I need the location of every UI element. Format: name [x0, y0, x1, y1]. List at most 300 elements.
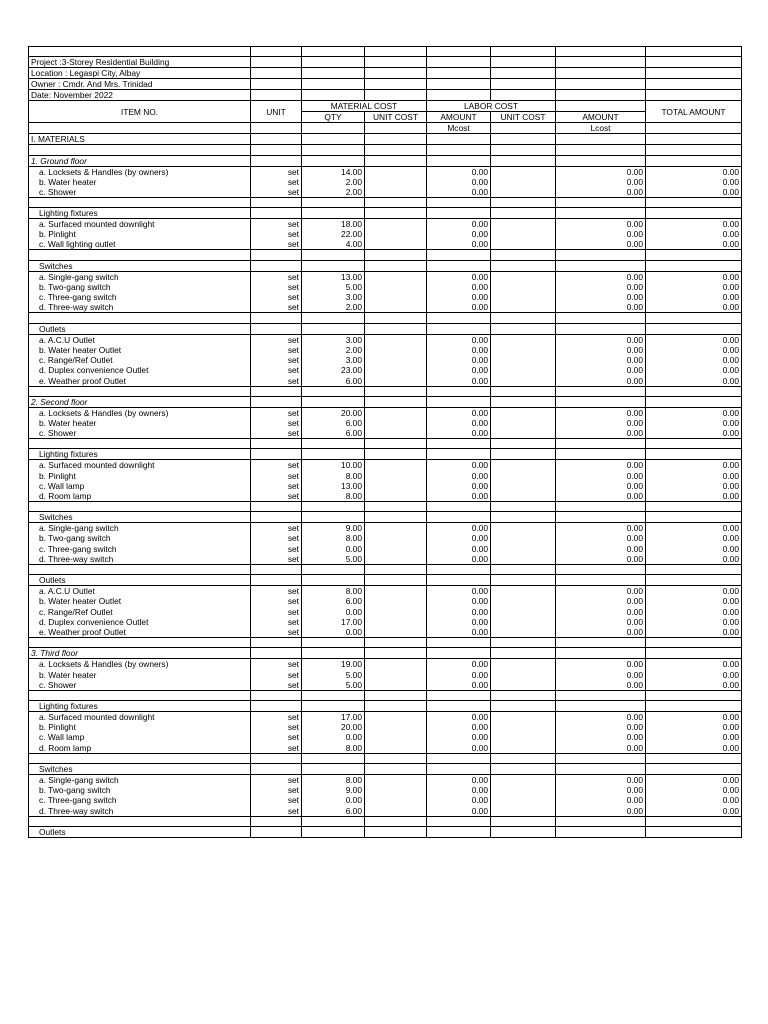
item-labor-amount: 0.00	[556, 627, 646, 638]
item-total-amount: 0.00	[646, 806, 742, 817]
table-row	[29, 334, 742, 345]
item-labor-unit-cost	[491, 774, 556, 785]
item-unit-cost	[365, 282, 427, 292]
item-labor-unit-cost	[491, 271, 556, 282]
item-labor-amount: 0.00	[556, 345, 646, 355]
item-material-amount: 0.00	[427, 355, 491, 365]
item-qty: 3.00	[302, 334, 365, 345]
item-qty: 0.00	[302, 795, 365, 805]
item-unit: set	[251, 355, 302, 365]
item-material-amount: 0.00	[427, 669, 491, 679]
item-material-amount: 0.00	[427, 219, 491, 230]
item-material-amount: 0.00	[427, 554, 491, 565]
blank-row	[29, 638, 742, 648]
item-total-amount: 0.00	[646, 523, 742, 534]
item-description: a. Locksets & Handles (by owners)	[29, 407, 251, 418]
item-labor-amount: 0.00	[556, 219, 646, 230]
item-material-amount: 0.00	[427, 418, 491, 428]
item-qty: 5.00	[302, 680, 365, 691]
item-description: e. Weather proof Outlet	[29, 627, 251, 638]
item-unit-cost	[365, 491, 427, 502]
item-labor-unit-cost	[491, 627, 556, 638]
item-material-amount: 0.00	[427, 659, 491, 670]
item-total-amount: 0.00	[646, 365, 742, 375]
table-row	[29, 680, 742, 691]
item-unit-cost	[365, 680, 427, 691]
item-qty: 18.00	[302, 219, 365, 230]
item-unit: set	[251, 732, 302, 742]
item-qty: 3.00	[302, 355, 365, 365]
item-unit: set	[251, 229, 302, 239]
item-description: b. Water heater	[29, 669, 251, 679]
item-unit-cost	[365, 743, 427, 754]
item-unit-cost	[365, 722, 427, 732]
item-description: a. Locksets & Handles (by owners)	[29, 166, 251, 177]
item-total-amount: 0.00	[646, 345, 742, 355]
item-description: b. Two-gang switch	[29, 785, 251, 795]
item-qty: 5.00	[302, 669, 365, 679]
item-unit-cost	[365, 219, 427, 230]
item-unit: set	[251, 365, 302, 375]
item-labor-amount: 0.00	[556, 334, 646, 345]
project-row	[29, 57, 742, 68]
table-row	[29, 554, 742, 565]
item-unit-cost	[365, 774, 427, 785]
item-unit: set	[251, 166, 302, 177]
mcost-label: Mcost	[427, 123, 491, 134]
item-total-amount: 0.00	[646, 627, 742, 638]
item-labor-amount: 0.00	[556, 491, 646, 502]
date-row	[29, 90, 742, 101]
item-description: d. Three-way switch	[29, 554, 251, 565]
item-qty: 0.00	[302, 544, 365, 554]
group-heading-row	[29, 575, 742, 586]
item-total-amount: 0.00	[646, 166, 742, 177]
table-row	[29, 732, 742, 742]
item-total-amount: 0.00	[646, 680, 742, 691]
blank-row	[29, 439, 742, 449]
item-unit: set	[251, 680, 302, 691]
blank-row	[29, 145, 742, 155]
item-total-amount: 0.00	[646, 481, 742, 491]
item-labor-amount: 0.00	[556, 586, 646, 597]
item-unit-cost	[365, 407, 427, 418]
item-labor-amount: 0.00	[556, 774, 646, 785]
owner-row	[29, 79, 742, 90]
item-material-amount: 0.00	[427, 239, 491, 250]
item-material-amount: 0.00	[427, 376, 491, 387]
item-description: a. Surfaced mounted downlight	[29, 712, 251, 723]
item-unit-cost	[365, 166, 427, 177]
table-row	[29, 617, 742, 627]
item-labor-amount: 0.00	[556, 418, 646, 428]
material-cost-header: MATERIAL COST	[302, 101, 427, 112]
owner-label: Owner : Cmdr. And Mrs. Trinidad	[29, 79, 251, 90]
item-labor-unit-cost	[491, 554, 556, 565]
table-row	[29, 292, 742, 302]
item-total-amount: 0.00	[646, 533, 742, 543]
amount-header: AMOUNT	[427, 112, 491, 123]
item-labor-amount: 0.00	[556, 712, 646, 723]
item-labor-amount: 0.00	[556, 669, 646, 679]
item-unit-cost	[365, 365, 427, 375]
table-row	[29, 418, 742, 428]
item-labor-amount: 0.00	[556, 470, 646, 480]
item-unit-cost	[365, 712, 427, 723]
item-unit-cost	[365, 617, 427, 627]
item-unit-cost	[365, 187, 427, 198]
table-row	[29, 596, 742, 606]
item-total-amount: 0.00	[646, 554, 742, 565]
table-row	[29, 365, 742, 375]
item-total-amount: 0.00	[646, 669, 742, 679]
lcost-label: Lcost	[556, 123, 646, 134]
item-labor-amount: 0.00	[556, 177, 646, 187]
item-unit: set	[251, 302, 302, 313]
item-total-amount: 0.00	[646, 617, 742, 627]
item-labor-unit-cost	[491, 187, 556, 198]
item-labor-unit-cost	[491, 219, 556, 230]
item-unit-cost	[365, 795, 427, 805]
item-unit-cost	[365, 345, 427, 355]
item-labor-amount: 0.00	[556, 722, 646, 732]
item-unit: set	[251, 177, 302, 187]
item-description: a. Single-gang switch	[29, 523, 251, 534]
item-unit: set	[251, 470, 302, 480]
unit-header: UNIT	[251, 101, 302, 123]
item-material-amount: 0.00	[427, 407, 491, 418]
table-row	[29, 523, 742, 534]
item-unit: set	[251, 376, 302, 387]
item-labor-amount: 0.00	[556, 795, 646, 805]
item-labor-unit-cost	[491, 680, 556, 691]
item-material-amount: 0.00	[427, 722, 491, 732]
item-labor-unit-cost	[491, 743, 556, 754]
table-row	[29, 607, 742, 617]
item-description: c. Range/Ref Outlet	[29, 355, 251, 365]
floor-heading-row	[29, 155, 742, 166]
qty-header: QTY	[302, 112, 365, 123]
item-unit: set	[251, 586, 302, 597]
item-description: e. Weather proof Outlet	[29, 376, 251, 387]
item-qty: 13.00	[302, 481, 365, 491]
item-labor-unit-cost	[491, 607, 556, 617]
item-unit-cost	[365, 669, 427, 679]
item-qty: 20.00	[302, 722, 365, 732]
table-row	[29, 239, 742, 250]
floor-heading: 1. Ground floor	[29, 155, 251, 166]
item-total-amount: 0.00	[646, 460, 742, 471]
item-qty: 2.00	[302, 177, 365, 187]
item-material-amount: 0.00	[427, 607, 491, 617]
item-total-amount: 0.00	[646, 785, 742, 795]
item-description: c. Wall lamp	[29, 481, 251, 491]
item-qty: 23.00	[302, 365, 365, 375]
item-labor-unit-cost	[491, 785, 556, 795]
item-total-amount: 0.00	[646, 418, 742, 428]
item-unit: set	[251, 722, 302, 732]
item-labor-unit-cost	[491, 544, 556, 554]
item-labor-amount: 0.00	[556, 533, 646, 543]
item-qty: 6.00	[302, 596, 365, 606]
item-total-amount: 0.00	[646, 491, 742, 502]
table-row	[29, 491, 742, 502]
item-material-amount: 0.00	[427, 523, 491, 534]
top-blank-row	[29, 47, 742, 57]
item-labor-amount: 0.00	[556, 407, 646, 418]
table-row	[29, 187, 742, 198]
blank-row	[29, 816, 742, 826]
item-material-amount: 0.00	[427, 743, 491, 754]
item-total-amount: 0.00	[646, 187, 742, 198]
item-qty: 0.00	[302, 607, 365, 617]
table-row	[29, 774, 742, 785]
item-description: b. Water heater	[29, 177, 251, 187]
item-material-amount: 0.00	[427, 533, 491, 543]
item-labor-unit-cost	[491, 428, 556, 439]
item-total-amount: 0.00	[646, 407, 742, 418]
item-unit: set	[251, 523, 302, 534]
item-unit-cost	[365, 239, 427, 250]
group-heading-row	[29, 826, 742, 837]
table-row	[29, 743, 742, 754]
item-unit-cost	[365, 523, 427, 534]
item-unit-cost	[365, 596, 427, 606]
group-heading-row	[29, 763, 742, 774]
item-labor-unit-cost	[491, 617, 556, 627]
item-labor-amount: 0.00	[556, 659, 646, 670]
table-row	[29, 470, 742, 480]
item-qty: 17.00	[302, 712, 365, 723]
location-label: Location : Legaspi City, Albay	[29, 68, 251, 79]
item-material-amount: 0.00	[427, 460, 491, 471]
item-qty: 0.00	[302, 627, 365, 638]
table-row	[29, 460, 742, 471]
item-total-amount: 0.00	[646, 334, 742, 345]
item-description: a. A.C.U Outlet	[29, 334, 251, 345]
date-label: Date: November 2022	[29, 90, 251, 101]
item-labor-amount: 0.00	[556, 365, 646, 375]
item-unit-cost	[365, 334, 427, 345]
item-labor-amount: 0.00	[556, 617, 646, 627]
group-heading-row	[29, 449, 742, 460]
unit-cost-header: UNIT COST	[365, 112, 427, 123]
item-labor-unit-cost	[491, 795, 556, 805]
table-row	[29, 627, 742, 638]
item-material-amount: 0.00	[427, 470, 491, 480]
item-total-amount: 0.00	[646, 470, 742, 480]
item-material-amount: 0.00	[427, 282, 491, 292]
item-description: d. Three-way switch	[29, 806, 251, 817]
item-labor-amount: 0.00	[556, 554, 646, 565]
item-unit: set	[251, 669, 302, 679]
blank-row	[29, 386, 742, 396]
item-material-amount: 0.00	[427, 795, 491, 805]
table-row	[29, 282, 742, 292]
item-qty: 8.00	[302, 743, 365, 754]
group-heading: Lighting fixtures	[29, 701, 251, 712]
blank-row	[29, 502, 742, 512]
item-unit: set	[251, 292, 302, 302]
item-total-amount: 0.00	[646, 722, 742, 732]
item-unit-cost	[365, 785, 427, 795]
item-material-amount: 0.00	[427, 334, 491, 345]
item-qty: 14.00	[302, 166, 365, 177]
table-row	[29, 795, 742, 805]
item-unit-cost	[365, 470, 427, 480]
floor-heading-row	[29, 396, 742, 407]
item-labor-unit-cost	[491, 533, 556, 543]
item-labor-unit-cost	[491, 523, 556, 534]
item-description: b. Water heater	[29, 418, 251, 428]
item-qty: 6.00	[302, 428, 365, 439]
table-row	[29, 302, 742, 313]
item-description: b. Pinlight	[29, 722, 251, 732]
item-unit: set	[251, 774, 302, 785]
item-unit-cost	[365, 460, 427, 471]
item-total-amount: 0.00	[646, 732, 742, 742]
blank-row	[29, 313, 742, 323]
floor-heading: 2. Second floor	[29, 396, 251, 407]
section-row	[29, 134, 742, 145]
item-material-amount: 0.00	[427, 365, 491, 375]
blank-row	[29, 250, 742, 260]
item-labor-unit-cost	[491, 491, 556, 502]
item-unit-cost	[365, 533, 427, 543]
item-total-amount: 0.00	[646, 376, 742, 387]
item-labor-unit-cost	[491, 177, 556, 187]
item-labor-amount: 0.00	[556, 732, 646, 742]
group-heading-row	[29, 323, 742, 334]
item-material-amount: 0.00	[427, 712, 491, 723]
item-material-amount: 0.00	[427, 271, 491, 282]
item-labor-amount: 0.00	[556, 523, 646, 534]
item-labor-unit-cost	[491, 460, 556, 471]
item-qty: 8.00	[302, 491, 365, 502]
labor-cost-header: LABOR COST	[427, 101, 556, 112]
item-material-amount: 0.00	[427, 292, 491, 302]
item-qty: 6.00	[302, 376, 365, 387]
item-labor-amount: 0.00	[556, 544, 646, 554]
group-heading: Lighting fixtures	[29, 208, 251, 219]
item-unit: set	[251, 334, 302, 345]
item-material-amount: 0.00	[427, 428, 491, 439]
item-unit: set	[251, 795, 302, 805]
floor-heading: 3. Third floor	[29, 648, 251, 659]
group-heading-row	[29, 512, 742, 523]
item-labor-unit-cost	[491, 596, 556, 606]
group-heading: Switches	[29, 260, 251, 271]
item-labor-unit-cost	[491, 586, 556, 597]
table-row	[29, 229, 742, 239]
table-row	[29, 481, 742, 491]
table-row	[29, 428, 742, 439]
item-description: a. Single-gang switch	[29, 271, 251, 282]
item-labor-unit-cost	[491, 355, 556, 365]
table-row	[29, 345, 742, 355]
item-material-amount: 0.00	[427, 229, 491, 239]
item-qty: 10.00	[302, 460, 365, 471]
item-total-amount: 0.00	[646, 302, 742, 313]
item-unit: set	[251, 345, 302, 355]
item-description: a. Single-gang switch	[29, 774, 251, 785]
item-labor-amount: 0.00	[556, 187, 646, 198]
item-unit: set	[251, 617, 302, 627]
item-total-amount: 0.00	[646, 586, 742, 597]
item-labor-amount: 0.00	[556, 292, 646, 302]
item-no-header: ITEM NO.	[29, 101, 251, 123]
item-labor-unit-cost	[491, 376, 556, 387]
item-unit-cost	[365, 732, 427, 742]
item-description: c. Three-gang switch	[29, 544, 251, 554]
item-total-amount: 0.00	[646, 428, 742, 439]
item-material-amount: 0.00	[427, 491, 491, 502]
item-material-amount: 0.00	[427, 785, 491, 795]
item-description: b. Two-gang switch	[29, 282, 251, 292]
item-qty: 8.00	[302, 774, 365, 785]
item-material-amount: 0.00	[427, 806, 491, 817]
item-material-amount: 0.00	[427, 617, 491, 627]
item-qty: 5.00	[302, 282, 365, 292]
item-unit: set	[251, 533, 302, 543]
item-unit: set	[251, 418, 302, 428]
item-unit: set	[251, 544, 302, 554]
item-labor-unit-cost	[491, 302, 556, 313]
table-row	[29, 355, 742, 365]
item-total-amount: 0.00	[646, 607, 742, 617]
item-total-amount: 0.00	[646, 544, 742, 554]
item-labor-unit-cost	[491, 806, 556, 817]
item-qty: 6.00	[302, 806, 365, 817]
item-unit-cost	[365, 355, 427, 365]
group-heading: Switches	[29, 763, 251, 774]
item-qty: 3.00	[302, 292, 365, 302]
item-total-amount: 0.00	[646, 219, 742, 230]
item-labor-unit-cost	[491, 659, 556, 670]
item-total-amount: 0.00	[646, 795, 742, 805]
item-labor-amount: 0.00	[556, 271, 646, 282]
item-material-amount: 0.00	[427, 302, 491, 313]
item-qty: 8.00	[302, 586, 365, 597]
item-total-amount: 0.00	[646, 271, 742, 282]
floor-heading-row	[29, 648, 742, 659]
item-total-amount: 0.00	[646, 292, 742, 302]
item-unit: set	[251, 491, 302, 502]
item-unit-cost	[365, 418, 427, 428]
item-unit: set	[251, 627, 302, 638]
item-qty: 4.00	[302, 239, 365, 250]
item-description: c. Shower	[29, 428, 251, 439]
item-qty: 13.00	[302, 271, 365, 282]
item-unit-cost	[365, 806, 427, 817]
table-row	[29, 659, 742, 670]
item-qty: 20.00	[302, 407, 365, 418]
table-row	[29, 722, 742, 732]
item-labor-unit-cost	[491, 334, 556, 345]
item-unit: set	[251, 659, 302, 670]
item-material-amount: 0.00	[427, 544, 491, 554]
item-qty: 22.00	[302, 229, 365, 239]
blank-row	[29, 197, 742, 207]
item-material-amount: 0.00	[427, 177, 491, 187]
item-total-amount: 0.00	[646, 596, 742, 606]
item-unit-cost	[365, 428, 427, 439]
project-label: Project :3-Storey Residential Building	[29, 57, 251, 68]
item-unit-cost	[365, 607, 427, 617]
table-row	[29, 166, 742, 177]
item-material-amount: 0.00	[427, 586, 491, 597]
item-qty: 8.00	[302, 470, 365, 480]
